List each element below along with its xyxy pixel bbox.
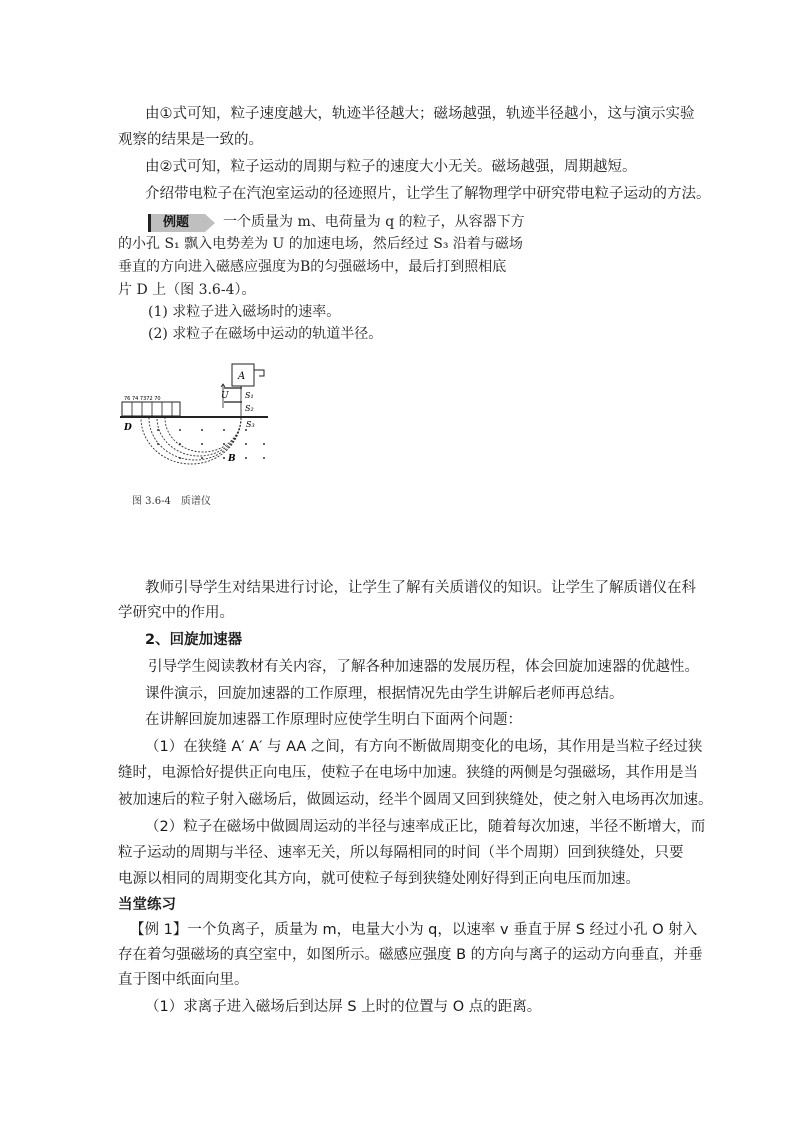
example-question: (1) 求粒子进入磁场时的速率。 [148,304,341,320]
paragraph-line: 课件演示，回旋加速器的工作原理，根据情况先由学生讲解后老师再总结。 [145,686,624,702]
example-tag: 例题 [148,214,205,232]
paragraph-line: 直于图中纸面向里。 [118,972,249,988]
paragraph-line: 电源以相同的周期变化其方向，就可使粒子每到狭缝处刚好得到正向电压而加速。 [118,871,640,887]
example-line: 垂直的方向进入磁感应强度为B的匀强磁场中，最后打到照相底 [118,259,507,275]
paragraph-line: 学研究中的作用。 [118,605,234,621]
section-heading: 当堂练习 [118,897,176,913]
paragraph-line: 由①式可知，粒子速度越大，轨迹半径越大；磁场越强，轨迹半径越小，这与演示实验 [145,106,695,122]
paragraph-line: 观察的结果是一致的。 [118,132,263,148]
label-d: D [124,423,132,433]
label-s3: S₃ [246,420,255,429]
label-b: B [228,454,236,464]
paragraph-line: 被加速后的粒子射入磁场后，做圆运动，经半个圆周又回到狭缝处，使之射入电场再次加速。 [118,792,713,808]
paragraph-line: 介绍带电粒子在汽泡室运动的径迹照片，让学生了解物理学中研究带电粒子运动的方法。 [145,186,711,202]
paragraph-line: （1）求离子进入磁场后到达屏 S 上时的位置与 O 点的距离。 [145,999,542,1015]
paragraph-line: 缝时，电源恰好提供正向电压，使粒子在电场中加速。狭缝的两侧是匀强磁场，其作用是当 [118,765,698,781]
paragraph-line: （2）粒子在磁场中做圆周运动的半径与速率成正比，随着每次加速，半径不断增大，而 [145,819,706,835]
label-s1: S₁ [245,391,254,400]
label-s2: S₂ [245,404,254,413]
photo-plate-scale [122,402,180,416]
container-inlet [254,370,264,376]
example-question: (2) 求粒子在磁场中运动的轨道半径。 [148,326,383,342]
scale-labels: 76 74 7372 70 [124,396,161,402]
section-heading: 2、回旋加速器 [145,632,243,648]
paragraph-line: 在讲解回旋加速器工作原理时应使学生明白下面两个问题： [145,712,522,728]
ion-trajectories [141,418,241,464]
label-a: A [238,371,246,382]
mass-spectrometer-figure [118,362,278,482]
paragraph-line: （1）在狭缝 A′ A′ 与 AA 之间，有方向不断做周期变化的电场，其作用是当粒子经过狭 [145,739,703,755]
label-u: U [221,391,229,401]
paragraph-line: 教师引导学生对结果进行讨论，让学生了解有关质谱仪的知识。让学生了解质谱仪在科 [145,580,696,596]
paragraph-line: 引导学生阅读教材有关内容，了解各种加速器的发展历程，体会回旋加速器的优越性。 [148,659,699,675]
example-line: 片 D 上（图 3.6-4）。 [118,282,256,298]
paragraph-line: 存在着匀强磁场的真空室中，如图所示。磁感应强度 B 的方向与离子的运动方向垂直，并垂 [118,947,703,963]
figure-caption: 图 3.6-4 质谱仪 [132,496,211,507]
example-line [148,212,525,232]
example-text: 一个质量为 m、电荷量为 q 的粒子，从容器下方 [223,214,525,230]
paragraph-line: 【例 1】一个负离子，质量为 m，电量大小为 q，以速率 v 垂直于屏 S 经过小孔 O 射入 [130,922,698,938]
paragraph-line: 粒子运动的周期与半径、速率无关，所以每隔相同的时间（半个周期）回到狭缝处，只要 [118,845,684,861]
paragraph-line: 由②式可知，粒子运动的周期与粒子的速度大小无关。磁场越强，周期越短。 [145,159,637,175]
example-line: 的小孔 S₁ 飘入电势差为 U 的加速电场，然后经过 S₃ 沿着与磁场 [118,236,523,252]
